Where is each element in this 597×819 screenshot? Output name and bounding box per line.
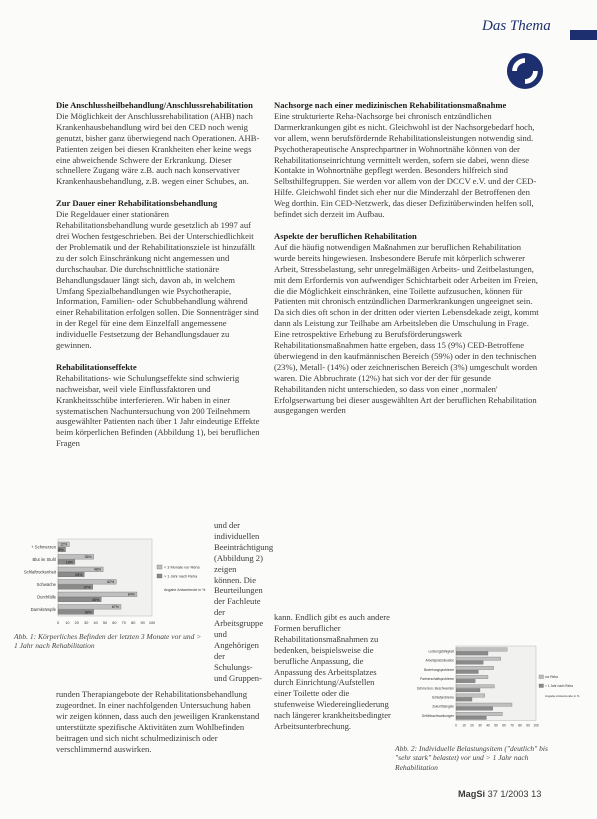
category-label: Schlafprobleme: [431, 695, 454, 700]
legend-label: < 3 Monate vor Reha: [164, 565, 200, 570]
section-title-bar: [570, 30, 597, 40]
tick-label: 10: [462, 723, 466, 728]
tick-label: 80: [131, 621, 136, 625]
legend-label: > 1 Jahr nach Reha: [164, 574, 198, 579]
tick-label: 20: [470, 723, 474, 728]
bar-value-label: 8%: [58, 547, 64, 552]
tick-label: 80: [518, 723, 522, 728]
section-title: Das Thema: [482, 18, 551, 34]
bar: [456, 716, 486, 719]
category-label: Gefühlsschwankungen: [421, 713, 454, 718]
bar: [456, 670, 478, 673]
wrap-text-beside-figure1: und der individuellen Beeinträchtigung (Abbildung 2) zeigen können. Die Beurteilungen der Fachleute der Arbeitsgruppe und Angehörigen der Schulungs- und Gruppen-: [214, 520, 274, 683]
footer-page: 13: [531, 789, 542, 799]
tick-label: 40: [93, 621, 98, 625]
footer-issue: 37: [487, 789, 498, 799]
bar-value-label: 67%: [111, 605, 119, 610]
figure-2-caption: Abb. 2: Individuelle Belastungsitem ("deutlich" bis "sehr stark" belastet) vor und > 1 Jahr nach Rehabilitation: [395, 744, 548, 772]
section-paragraph: Rehabilitations- wie Schulungseffekte sind schwierig nachweisbar, weil viele Einflussfaktoren und Krankheitsschübe interferieren. Wir haben in einer systematischen Nachuntersuchung von 200 Teilnehmern ausgewählter Patienten nach über 1 Jahr eindeutige Effekte beim körperlichen Befinden (Abbildung 1), bei beruflichen Fragen: [56, 372, 260, 449]
bar: [456, 712, 502, 715]
figure-1-caption: Abb. 1: Körperliches Befinden der letzten 3 Monate vor und > 1 Jahr nach Rehabilitation: [14, 632, 202, 651]
category-label: Blut im Stuhl: [32, 557, 56, 562]
legend-swatch: [539, 684, 544, 688]
bar: [456, 703, 512, 706]
bar: [456, 707, 493, 710]
magazine-logo-icon: [506, 52, 544, 90]
category-label: Schlaftrockenheit: [23, 569, 56, 575]
legend-note: Angabe Antwortende in %: [164, 588, 206, 592]
category-label: Partnerschaftsprobleme: [420, 677, 454, 682]
tick-label: 30: [478, 723, 482, 728]
tick-label: 40: [486, 723, 490, 728]
tick-label: 60: [502, 723, 506, 728]
tick-label: 50: [494, 723, 498, 728]
category-label: + Schmerzen: [31, 544, 56, 550]
tick-label: 90: [140, 621, 145, 625]
bar: [456, 694, 485, 697]
bar-value-label: 62%: [107, 580, 115, 585]
bar-value-label: 46%: [92, 597, 100, 602]
legend-label: > 1 Jahr nach Reha: [545, 684, 573, 688]
category-label: Zukunftsängste: [432, 704, 454, 709]
bar: [456, 661, 483, 664]
section-heading: Die Anschlussheilbehandlung/Anschlussrehabilitation: [56, 100, 253, 110]
figure-1-chart: [12, 535, 208, 630]
bar: [456, 666, 494, 669]
tick-label: 100: [148, 621, 156, 625]
tick-label: 90: [526, 723, 530, 728]
section-paragraph: Auf die häufig notwendigen Maßnahmen zur beruflichen Rehabilitation wurde bereits hingewiesen. Insbesondere Berufe mit körperlich schwerer Arbeit, Stressbelastung, sehr unregelmäßigen Arbeits- und Zeitbelastungen, mit dem Erfordernis von aufwendiger Schichtarbeit oder Arbeiten im Freien, die die Möglichkeit einschränken, eine Toilette aufzusuchen, können für Patienten mit chronisch entzündlichen Darmerkrankungen ungeeignet sein. Da sich dies oft schon in der dritten oder vierten Lebensdekade zeigt, kommt dann als Leistung zur Teilhabe am Arbeitsleben die Umschulung in Frage. Eine retrospektive Erhebung zu Berufsförderungswerk Rehabilitationsmaßnahmen hatte ergeben, dass 15 (9%) CED-Betroffene überwiegend in den kaufmännischen Bereich (59%) oder in den technischen (23%), Metall- (14%) oder zeichnerischen Bereich (3%) umgeschult worden waren. Die Abbruchrate (12%) hat sich vor der der für gesunde Rehabilitanden nicht unterschieden, so dass von einer ‚normalen' Erfolgserwartung bei dieser ausgewählten Art der beruflichen Rehabilitation ausgegangen werden: [274, 241, 539, 416]
bar-value-label: 84%: [127, 592, 135, 597]
wrap-text-beside-figure2: kann. Endlich gibt es auch andere Formen beruflicher Rehabilitationsmaßnahmen zu bedenken, beispielsweise die berufliche Anpassung, die Anpassung des Arbeitsplatzes durch Einrichtung/Aufstellen einer Toilette oder die stufenweise Wiedereingliederung nach längerer krankheitsbedingter Arbeitsunterbrechung.: [274, 612, 391, 732]
section-heading: Zur Dauer einer Rehabilitationsbehandlung: [56, 198, 218, 209]
tick-label: 0: [56, 621, 60, 625]
tick-label: 50: [102, 621, 108, 625]
bar: [58, 592, 137, 597]
bar-value-label: 28%: [75, 572, 83, 577]
bar: [456, 657, 501, 660]
category-label: Leistungsfähigkeit: [428, 649, 454, 654]
bar-value-label: 38%: [84, 610, 92, 615]
tick-label: 20: [74, 621, 79, 625]
page-footer: [458, 789, 541, 799]
left-column: [56, 100, 262, 460]
section-heading: Aspekte der beruflichen Rehabilitation: [274, 230, 417, 241]
bar: [456, 679, 475, 682]
bar: [456, 685, 494, 688]
bar-value-label: 18%: [65, 560, 73, 565]
bar: [456, 698, 472, 701]
legend-label: vor Reha: [545, 675, 558, 679]
legend-note: Angabe Antwortende in %: [545, 694, 580, 698]
footer-date: 1/2003: [500, 789, 529, 799]
bar: [456, 652, 488, 655]
bar-value-label: 37%: [83, 585, 91, 590]
bar-value-label: 38%: [84, 555, 92, 560]
section-heading: Rehabilitationseffekte: [56, 361, 137, 372]
section-berufliche-rehabilitation: [274, 231, 542, 416]
category-label: Schwäche: [36, 582, 56, 587]
figure-2-chart: [396, 643, 580, 740]
legend-swatch: [157, 574, 162, 578]
tick-label: 70: [121, 621, 126, 625]
legend-swatch: [157, 565, 162, 569]
bar: [456, 675, 488, 678]
bar: [456, 648, 507, 651]
bar: [456, 689, 480, 692]
legend-swatch: [539, 675, 544, 679]
footer-magazine: MagSi: [458, 789, 486, 799]
tick-label: 70: [510, 723, 514, 728]
bar-value-label: 48%: [93, 567, 102, 572]
category-label: Arbeitsplatzsituation: [425, 658, 454, 663]
tick-label: 10: [65, 621, 70, 625]
category-label: Darmkrämpfe: [30, 607, 56, 612]
section-paragraph: Eine strukturierte Reha-Nachsorge bei chronisch entzündlichen Darmerkrankungen gibt es nicht. Gleichwohl ist der Nachsorgebedarf hoch, vor allem, wenn berufsfördernde Rehabilitationsleistungen notwendig sind. Psychotherapeutische Ansprechpartner in Wohnortnähe können von der Rehabilitationseinrichtung vermittelt werden, sofern sie dabei, wenn diese Kontakte in Wohnortnähe gepflegt werden. Besonders hilfreich sind Selbsthilfegruppen. Sie werden vor allem von der DCCV e.V. und der CED-Hilfe. Gleichwohl findet sich eher nur die Minderzahl der Betroffenen den Weg dorthin. Ein CED-Netzwerk, das dieser Defizitüberwinden helfen soll, befindet sich derzeit im Aufbau.: [274, 110, 537, 220]
wrap-text-below-figure1: runden Therapiangebote der Rehabilitationsbehandlung zugeordnet. In einer nachfolgenden Untersuchung haben wir zeigen können, dass auch den jeweiligen Krankenstand unterstützte spezifische Aktivitäten zum Wohlbefinden beitragen und sich nicht schulmedizinisch oder verschlimmernd auswirken.: [56, 689, 260, 754]
section-dauer: [56, 198, 262, 351]
section-heading: Nachsorge nach einer medizinischen Rehabilitationsmaßnahme: [274, 100, 507, 110]
tick-label: 0: [455, 723, 457, 728]
right-column: [274, 100, 542, 427]
category-label: Durchfälle: [37, 594, 56, 600]
tick-label: 30: [84, 621, 89, 625]
section-anschlussheilbehandlung: [56, 100, 262, 187]
category-label: Schmerzen, Beschwerden: [416, 686, 454, 691]
bar-value-label: 12%: [60, 542, 68, 547]
section-paragraph: Die Regeldauer einer stationären Rehabilitationsbehandlung wurde gesetzlich ab 1997 auf drei Wochen festgeschrieben. Bei der Unterschiedlichkeit der Problematik und der Rehabilitationsziele ist hinzufällt zu der solch Einschränkung nicht angemessen und durchschaubar. Die durchschnittliche stationäre Behandlungsdauer längt sich, davon ab, in welchem Umfang Spezialbehandlungen wie Psychotherapie, Information, Familien- oder Schubbehandlung während einer Rehabilitation erfolgen sollen. Die Sonnenträger sind in der Regel für eine dem Einzelfall angemessene individuelle Festsetzung der Behandlungsdauer zu gewinnen.: [56, 209, 259, 351]
section-paragraph: Die Möglichkeit der Anschlussrehabilitation (AHB) nach Krankenhausbehandlung wird bei den CED noch wenig genutzt, bisher ganz überwiegend nach Operationen. AHB-Patienten zeigen bei diesen Krankheiten eher keine wegs eine abweichende Schwere der Erkrankung. Dieser schnellere Zugang wäre z.B. auch nach konservativer Krankenhausbehandlung, z.B. wegen einer Schubes, an.: [56, 110, 260, 187]
tick-label: 60: [112, 621, 117, 625]
category-label: Beziehungsprobleme: [424, 667, 454, 672]
section-nachsorge: [274, 100, 542, 220]
section-rehabilitationseffekte: [56, 362, 262, 449]
tick-label: 100: [533, 723, 539, 728]
